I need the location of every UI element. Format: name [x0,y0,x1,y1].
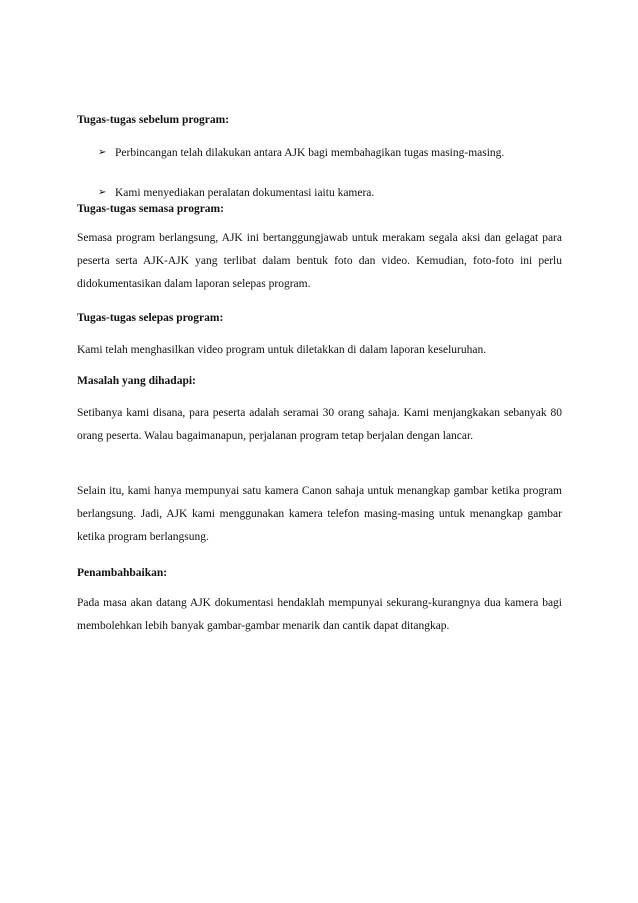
paragraph-problems-2: Selain itu, kami hanya mempunyai satu kamera Canon sahaja untuk menangkap gambar ketika program berlangsung. Jadi, AJK kami menggunakan kamera telefon masing-masing untuk menangkap gambar ketika program berlangsung. [77,485,562,543]
heading-improvement: Penambahbaikan: [77,567,168,579]
list-item-text: Kami menyediakan peralatan dokumentasi iaitu kamera. [115,187,375,199]
paragraph-improvement: Pada masa akan datang AJK dokumentasi hendaklah mempunyai sekurang-kurangnya dua kamera bagi membolehkan lebih banyak gambar-gambar menarik dan cantik dapat ditangkap. [77,597,562,632]
heading-during-program: Tugas-tugas semasa program: [77,203,224,215]
paragraph-during-program: Semasa program berlangsung, AJK ini bertanggungjawab untuk merakam segala aksi dan gelagat para peserta serta AJK-AJK yang terlibat dalam bentuk foto dan video. Kemudian, foto-foto ini perlu didokumentasikan dalam laporan selepas program. [77,232,562,290]
arrow-bullet-icon: ➢ [98,187,107,198]
paragraph-after-program: Kami telah menghasilkan video program untuk diletakkan di dalam laporan keseluruhan. [77,344,487,356]
document-page [77,0,562,632]
arrow-bullet-icon: ➢ [98,147,107,158]
list-item [77,185,562,201]
heading-before-program: Tugas-tugas sebelum program: [77,114,230,126]
list-item [77,145,562,161]
heading-after-program: Tugas-tugas selepas program: [77,312,224,324]
heading-problems: Masalah yang dihadapi: [77,375,196,387]
list-item-text: Perbincangan telah dilakukan antara AJK bagi membahagikan tugas masing-masing. [115,147,505,159]
paragraph-problems-1: Setibanya kami disana, para peserta adalah seramai 30 orang sahaja. Kami menjangkakan sebanyak 80 orang peserta. Walau bagaimanapun, perjalanan program tetap berjalan dengan lancar. [77,407,562,442]
